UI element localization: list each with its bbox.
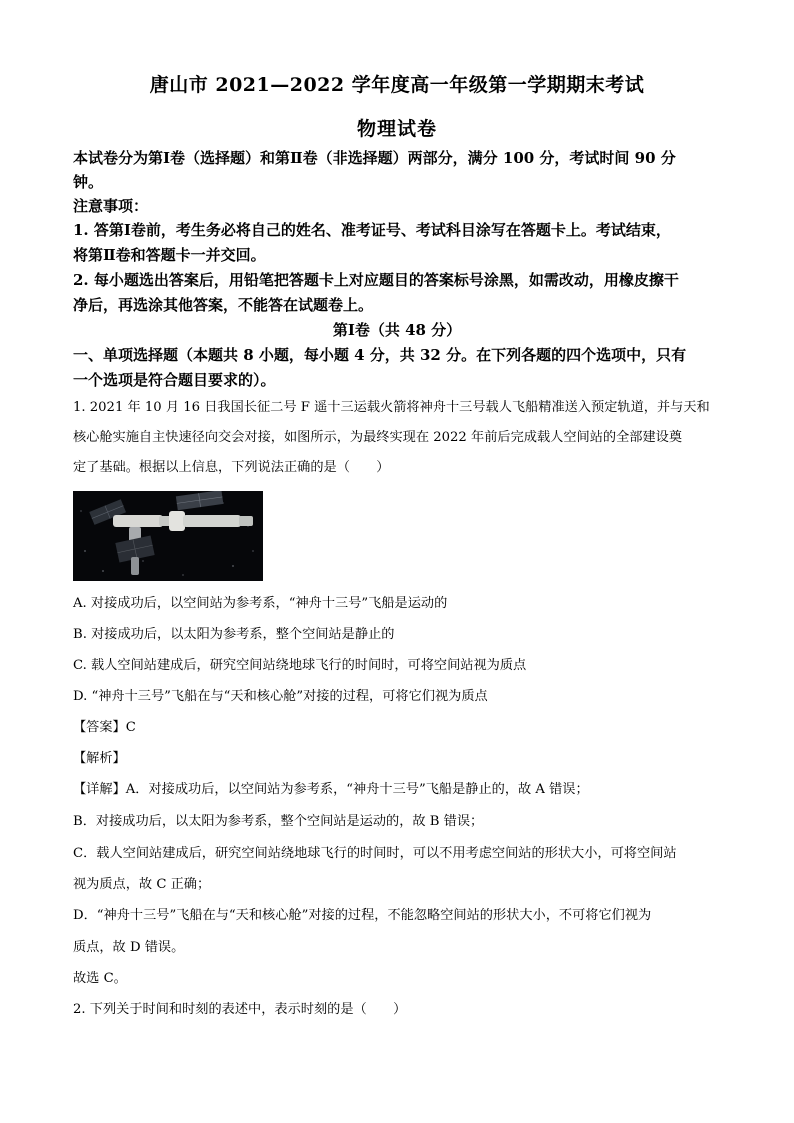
q1-option-b: B. 对接成功后，以太阳为参考系，整个空间站是静止的	[73, 627, 395, 642]
q1-detail-d-line-1: D．“神舟十三号”飞船在与“天和核心舱”对接的过程，不能忽略空间站的形状大小，不可将它们视为	[73, 908, 652, 923]
note-1-line-1: 1. 答第Ⅰ卷前，考生务必将自己的姓名、准考证号、考试科目涂写在答题卡上。考试结束，	[73, 221, 671, 239]
intro-line-1: 本试卷分为第Ⅰ卷（选择题）和第Ⅱ卷（非选择题）两部分，满分 100 分，考试时间 90 分	[73, 149, 676, 167]
section-heading-line-1: 一、单项选择题（本题共 8 小题，每小题 4 分，共 32 分。在下列各题的四个选项中，只有	[73, 346, 687, 364]
note-1-line-2: 将第Ⅱ卷和答题卡一并交回。	[73, 246, 266, 264]
q1-stem-line-2: 核心舱实施自主快速径向交会对接，如图所示，为最终实现在 2022 年前后完成载人空间站的全部建设奠	[73, 430, 683, 445]
notes-heading: 注意事项：	[73, 197, 149, 215]
volume-title: 第Ⅰ卷（共 48 分）	[332, 321, 462, 339]
note-2-line-1: 2. 每小题选出答案后，用铅笔把答题卡上对应题目的答案标号涂黑，如需改动，用橡皮擦干	[73, 271, 679, 289]
space-station-image	[73, 491, 263, 581]
exam-title: 唐山市 2021—2022 学年度高一年级第一学期期末考试	[149, 74, 645, 96]
exam-subtitle: 物理试卷	[356, 118, 437, 140]
q1-option-d: D. “神舟十三号”飞船在与“天和核心舱”对接的过程，可将它们视为质点	[73, 689, 488, 704]
q1-detail-c-line-1: C．载人空间站建成后，研究空间站绕地球飞行的时间时，可以不用考虑空间站的形状大小，可将空间站	[73, 846, 677, 861]
docking-node	[169, 511, 185, 531]
note-2-line-2: 净后，再选涂其他答案，不能答在试题卷上。	[73, 296, 374, 314]
core-module	[113, 515, 163, 527]
q2-stem: 2. 下列关于时间和时刻的表述中，表示时刻的是（ ）	[73, 1002, 407, 1017]
space-station-illustration	[73, 491, 263, 581]
q1-detail-d-line-2: 质点，故 D 错误。	[73, 940, 185, 955]
q1-option-a: A. 对接成功后，以空间站为参考系，“神舟十三号”飞船是运动的	[73, 596, 448, 611]
q1-option-c: C. 载人空间站建成后，研究空间站绕地球飞行的时间时，可将空间站视为质点	[73, 658, 527, 673]
section-heading-line-2: 一个选项是符合题目要求的）。	[73, 371, 276, 389]
intro-line-2: 钟。	[73, 173, 104, 191]
q1-detail-a: 【详解】A．对接成功后，以空间站为参考系，“神舟十三号”飞船是静止的，故 A 错误；	[73, 782, 589, 797]
q1-analysis-label: 【解析】	[73, 751, 126, 766]
experiment-module	[183, 515, 241, 527]
q1-detail-c-line-2: 视为质点，故 C 正确；	[73, 877, 211, 892]
q1-stem-line-1: 1. 2021 年 10 月 16 日我国长征二号 F 遥十三运载火箭将神舟十三号载人飞船精准送入预定轨道，并与天和	[73, 400, 710, 415]
q1-conclusion: 故选 C。	[73, 971, 127, 986]
q1-detail-b: B．对接成功后，以太阳为参考系，整个空间站是运动的，故 B 错误；	[73, 814, 484, 829]
q1-stem-line-3: 定了基础。根据以上信息，下列说法正确的是（ ）	[73, 460, 390, 475]
q1-answer: 【答案】C	[73, 720, 136, 735]
